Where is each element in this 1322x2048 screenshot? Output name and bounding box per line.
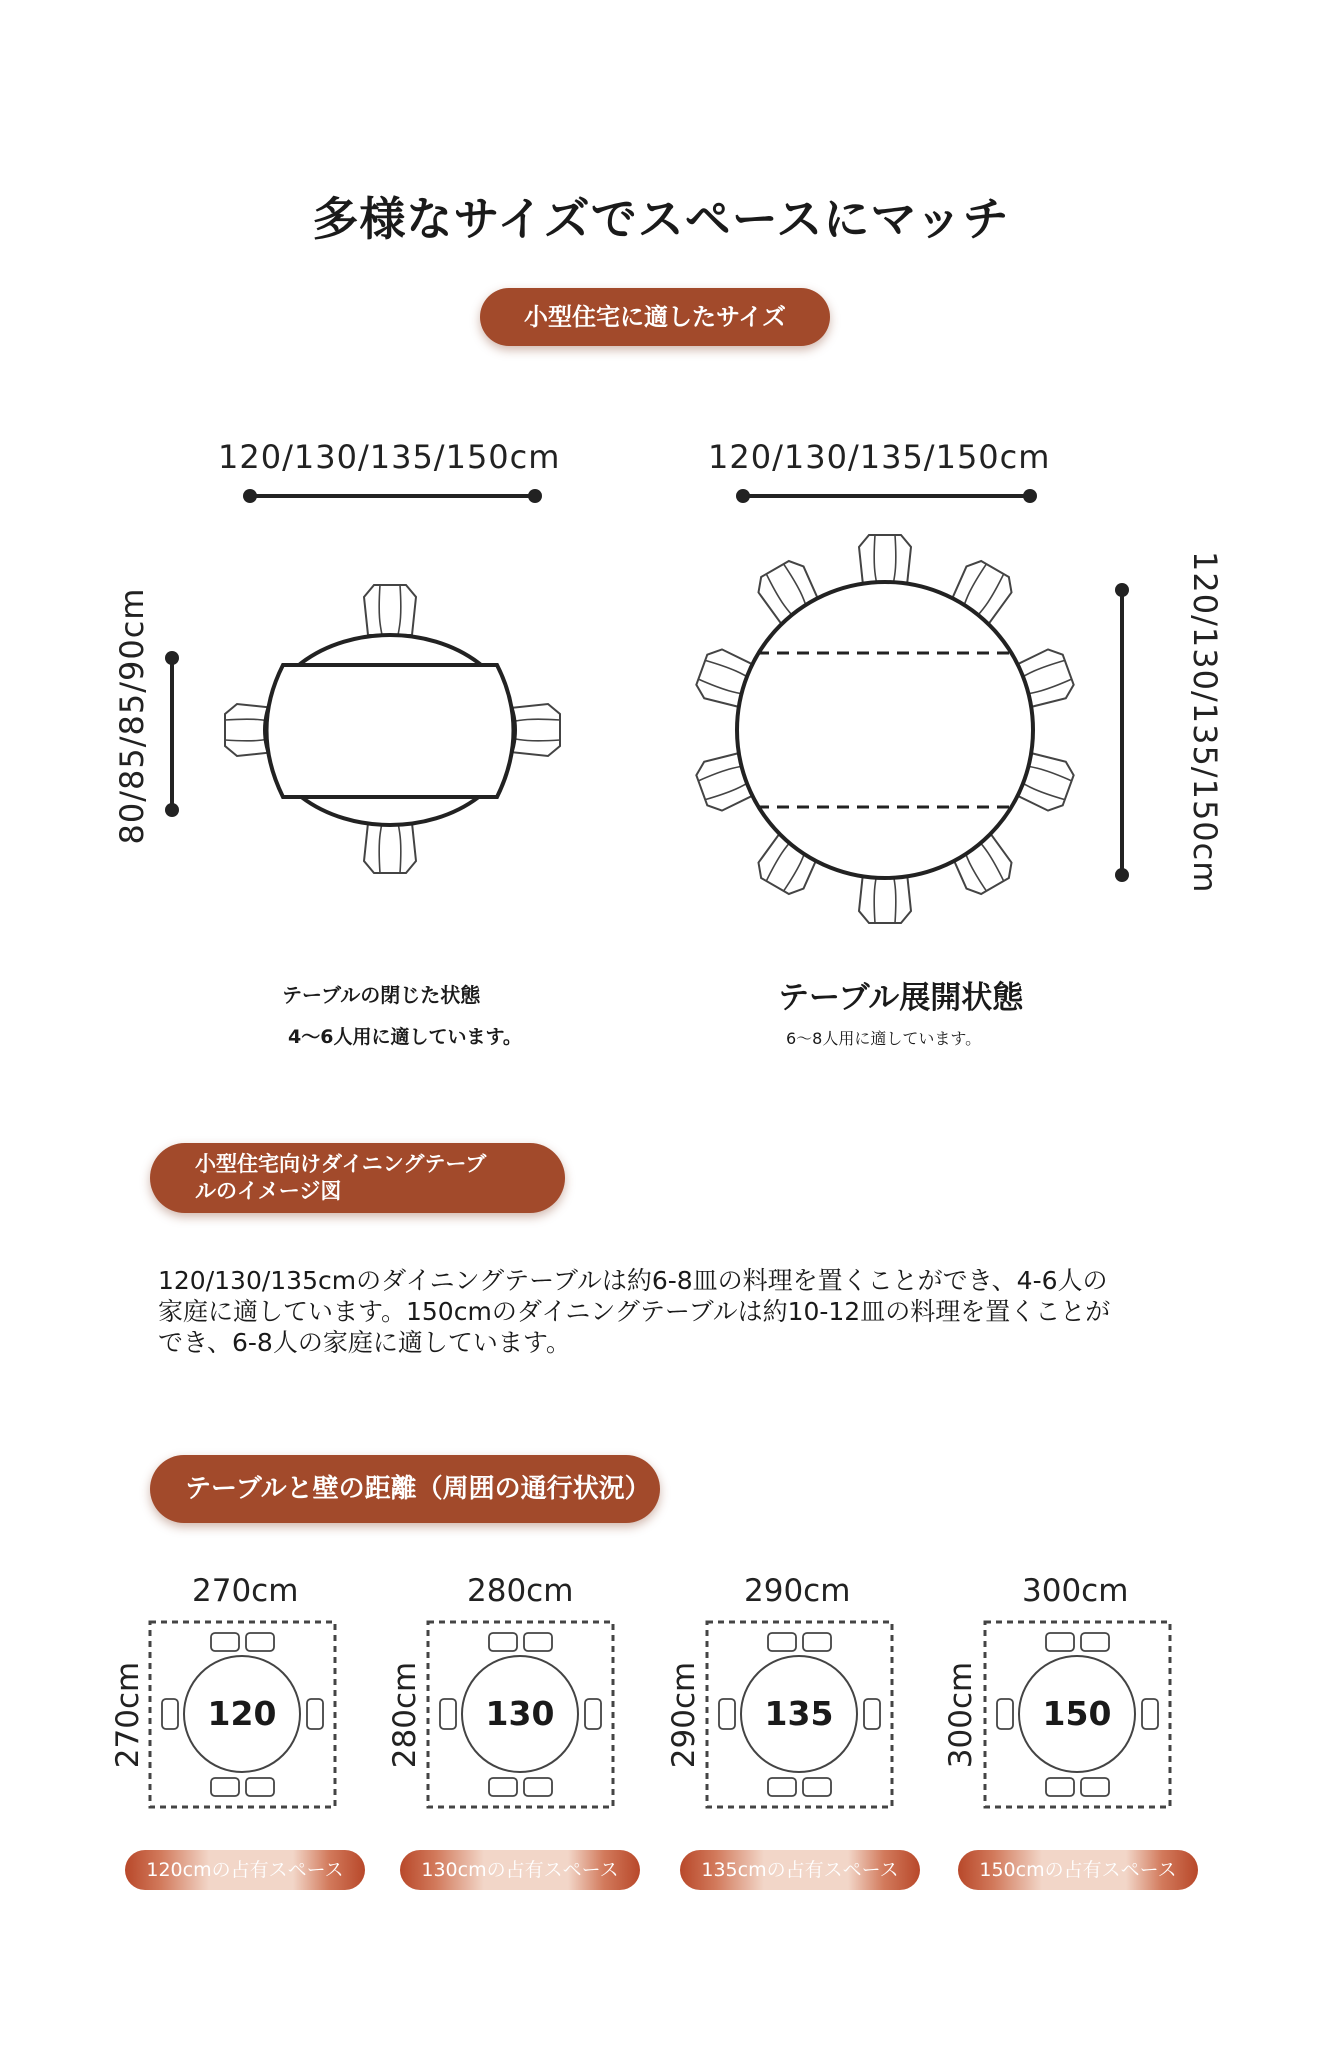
layout-120-table-size: 120 <box>207 1694 277 1733</box>
open-depth-dimension-line <box>1115 583 1129 882</box>
description-paragraph: 120/130/135cmのダイニングテーブルは約6-8皿の料理を置くことができ、4-6人の家庭に適しています。150cmのダイニングテーブルは約10-12皿の料理を置くことができ、6-8人の家庭に適しています。 <box>158 1266 1111 1357</box>
open-width-label: 120/130/135/150cm <box>708 438 1051 476</box>
closed-width-dimension-line <box>243 489 542 503</box>
closed-table-shape <box>265 635 515 825</box>
open-caption-sub: 6〜8人用に適しています。 <box>786 1029 982 1048</box>
pill-line-2: ルのイメージ図 <box>195 1179 342 1203</box>
closed-caption-sub: 4〜6人用に適しています。 <box>288 1026 522 1048</box>
open-caption-title: テーブル展開状態 <box>778 980 1024 1016</box>
layout-135-height: 290cm <box>666 1661 702 1769</box>
closed-depth-dimension-line <box>165 651 179 817</box>
open-width-dimension-line <box>736 489 1037 503</box>
layout-135-space-label: 135cmの占有スペース <box>680 1850 920 1890</box>
layout-150-height: 300cm <box>943 1661 979 1769</box>
closed-depth-label: 80/85/85/90cm <box>113 587 151 845</box>
layout-130-height: 280cm <box>387 1661 423 1769</box>
layout-120-space-label: 120cmの占有スペース <box>125 1850 365 1890</box>
layout-130-width: 280cm <box>467 1573 574 1609</box>
layout-150-table-size: 150 <box>1042 1694 1112 1733</box>
layout-135-width: 290cm <box>744 1573 851 1609</box>
section-pill-wall-distance: テーブルと壁の距離（周囲の通行状況） <box>150 1455 660 1523</box>
open-depth-label: 120/130/135/150cm <box>1186 551 1224 894</box>
section-pill-image <box>150 1143 565 1213</box>
closed-caption-title: テーブルの閉じた状態 <box>282 983 481 1007</box>
layout-150-space-label: 150cmの占有スペース <box>958 1850 1198 1890</box>
closed-width-label: 120/130/135/150cm <box>218 438 561 476</box>
page-title: 多様なサイズでスペースにマッチ <box>312 192 1010 246</box>
open-table-shape <box>737 582 1033 878</box>
pill-line-1: 小型住宅向けダイニングテーブ <box>195 1152 487 1176</box>
layout-130-space-label: 130cmの占有スペース <box>400 1850 640 1890</box>
layout-120-height: 270cm <box>110 1661 146 1769</box>
section-pill-small-home: 小型住宅に適したサイズ <box>480 288 830 346</box>
layout-120-width: 270cm <box>192 1573 299 1609</box>
layout-150-width: 300cm <box>1022 1573 1129 1609</box>
layout-130-table-size: 130 <box>485 1694 555 1733</box>
layout-135-table-size: 135 <box>764 1694 834 1733</box>
